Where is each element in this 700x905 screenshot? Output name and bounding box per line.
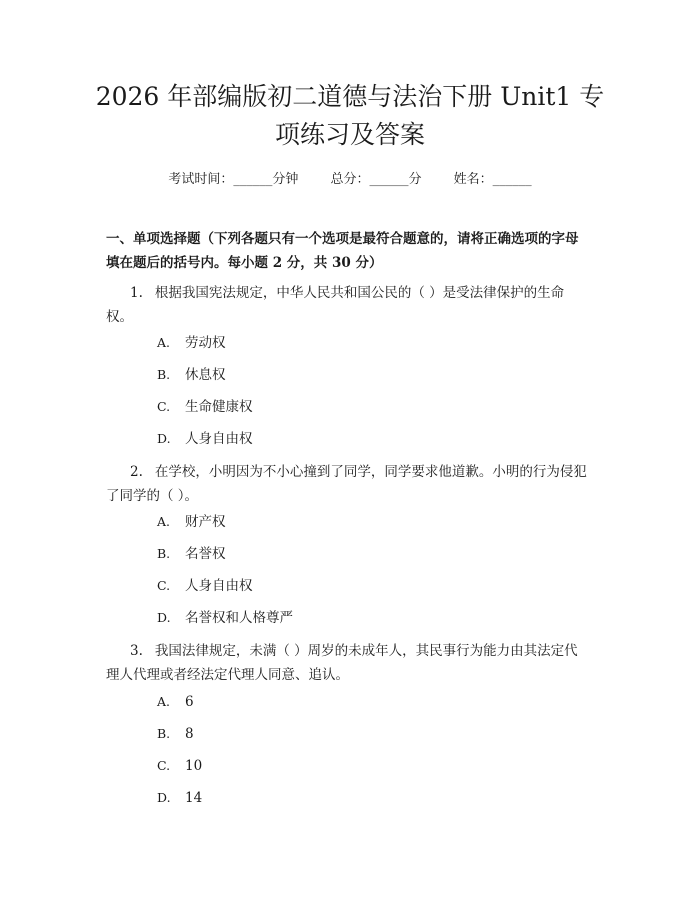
option-letter: B. xyxy=(157,367,171,382)
option-3d xyxy=(157,788,202,808)
option-letter: B. xyxy=(157,726,171,741)
option-text: 10 xyxy=(185,758,203,774)
option-3c xyxy=(157,756,202,776)
option-letter: B. xyxy=(157,546,171,561)
option-1b xyxy=(157,365,226,385)
question-text-line-1: 在学校，小明因为不小心撞到了同学，同学要求他道歉。小明的行为侵犯 xyxy=(154,464,587,480)
option-text: 生命健康权 xyxy=(185,399,253,415)
option-letter: D. xyxy=(157,610,171,625)
option-text: 6 xyxy=(185,694,194,710)
option-text: 财产权 xyxy=(185,514,226,530)
option-2a xyxy=(157,512,226,532)
option-letter: C. xyxy=(157,578,171,593)
option-3a xyxy=(157,692,194,712)
option-2b xyxy=(157,544,226,564)
option-letter: A. xyxy=(157,335,171,350)
option-text: 名誉权和人格尊严 xyxy=(185,610,293,626)
question-number: 2. xyxy=(130,464,143,480)
exam-meta xyxy=(0,168,700,187)
section-heading xyxy=(106,227,606,275)
option-text: 名誉权 xyxy=(185,546,226,562)
question-text-line-1: 我国法律规定，未满（ ）周岁的未成年人，其民事行为能力由其法定代 xyxy=(154,643,578,659)
question-number: 1. xyxy=(130,285,143,301)
option-text: 人身自由权 xyxy=(185,578,253,594)
question-text-line-2: 理人代理或者经法定代理人同意、追认。 xyxy=(106,667,349,683)
question-text-line-2: 权。 xyxy=(106,309,133,325)
exam-score: 总分：______分 xyxy=(330,172,422,187)
title-line-1: 2026 年部编版初二道德与法治下册 Unit1 专 xyxy=(95,82,605,111)
section-heading-line-1: 一、单项选择题（下列各题只有一个选项是最符合题意的，请将正确选项的字母 xyxy=(106,231,579,247)
option-1c xyxy=(157,397,253,417)
document-title xyxy=(0,78,700,154)
question-1 xyxy=(106,281,596,329)
question-2 xyxy=(106,460,596,508)
option-2d xyxy=(157,608,293,628)
option-text: 休息权 xyxy=(185,367,226,383)
option-text: 劳动权 xyxy=(185,335,226,351)
question-number: 3. xyxy=(130,643,143,659)
option-letter: A. xyxy=(157,694,171,709)
exam-time: 考试时间：______分钟 xyxy=(168,172,299,187)
section-heading-line-2: 填在题后的括号内。每小题 2 分，共 30 分） xyxy=(106,255,383,271)
option-2c xyxy=(157,576,253,596)
option-1d xyxy=(157,429,253,449)
question-3 xyxy=(106,639,596,687)
option-text: 人身自由权 xyxy=(185,431,253,447)
question-text-line-1: 根据我国宪法规定，中华人民共和国公民的（ ）是受法律保护的生命 xyxy=(154,285,565,301)
option-text: 8 xyxy=(185,726,194,742)
option-3b xyxy=(157,724,194,744)
option-letter: D. xyxy=(157,790,171,805)
option-letter: C. xyxy=(157,399,171,414)
exam-name: 姓名：______ xyxy=(453,172,532,187)
option-text: 14 xyxy=(185,790,203,806)
option-letter: D. xyxy=(157,431,171,446)
option-letter: C. xyxy=(157,758,171,773)
question-text-line-2: 了同学的（ ）。 xyxy=(106,488,199,504)
option-letter: A. xyxy=(157,514,171,529)
title-line-2: 项练习及答案 xyxy=(274,120,425,149)
option-1a xyxy=(157,333,226,353)
